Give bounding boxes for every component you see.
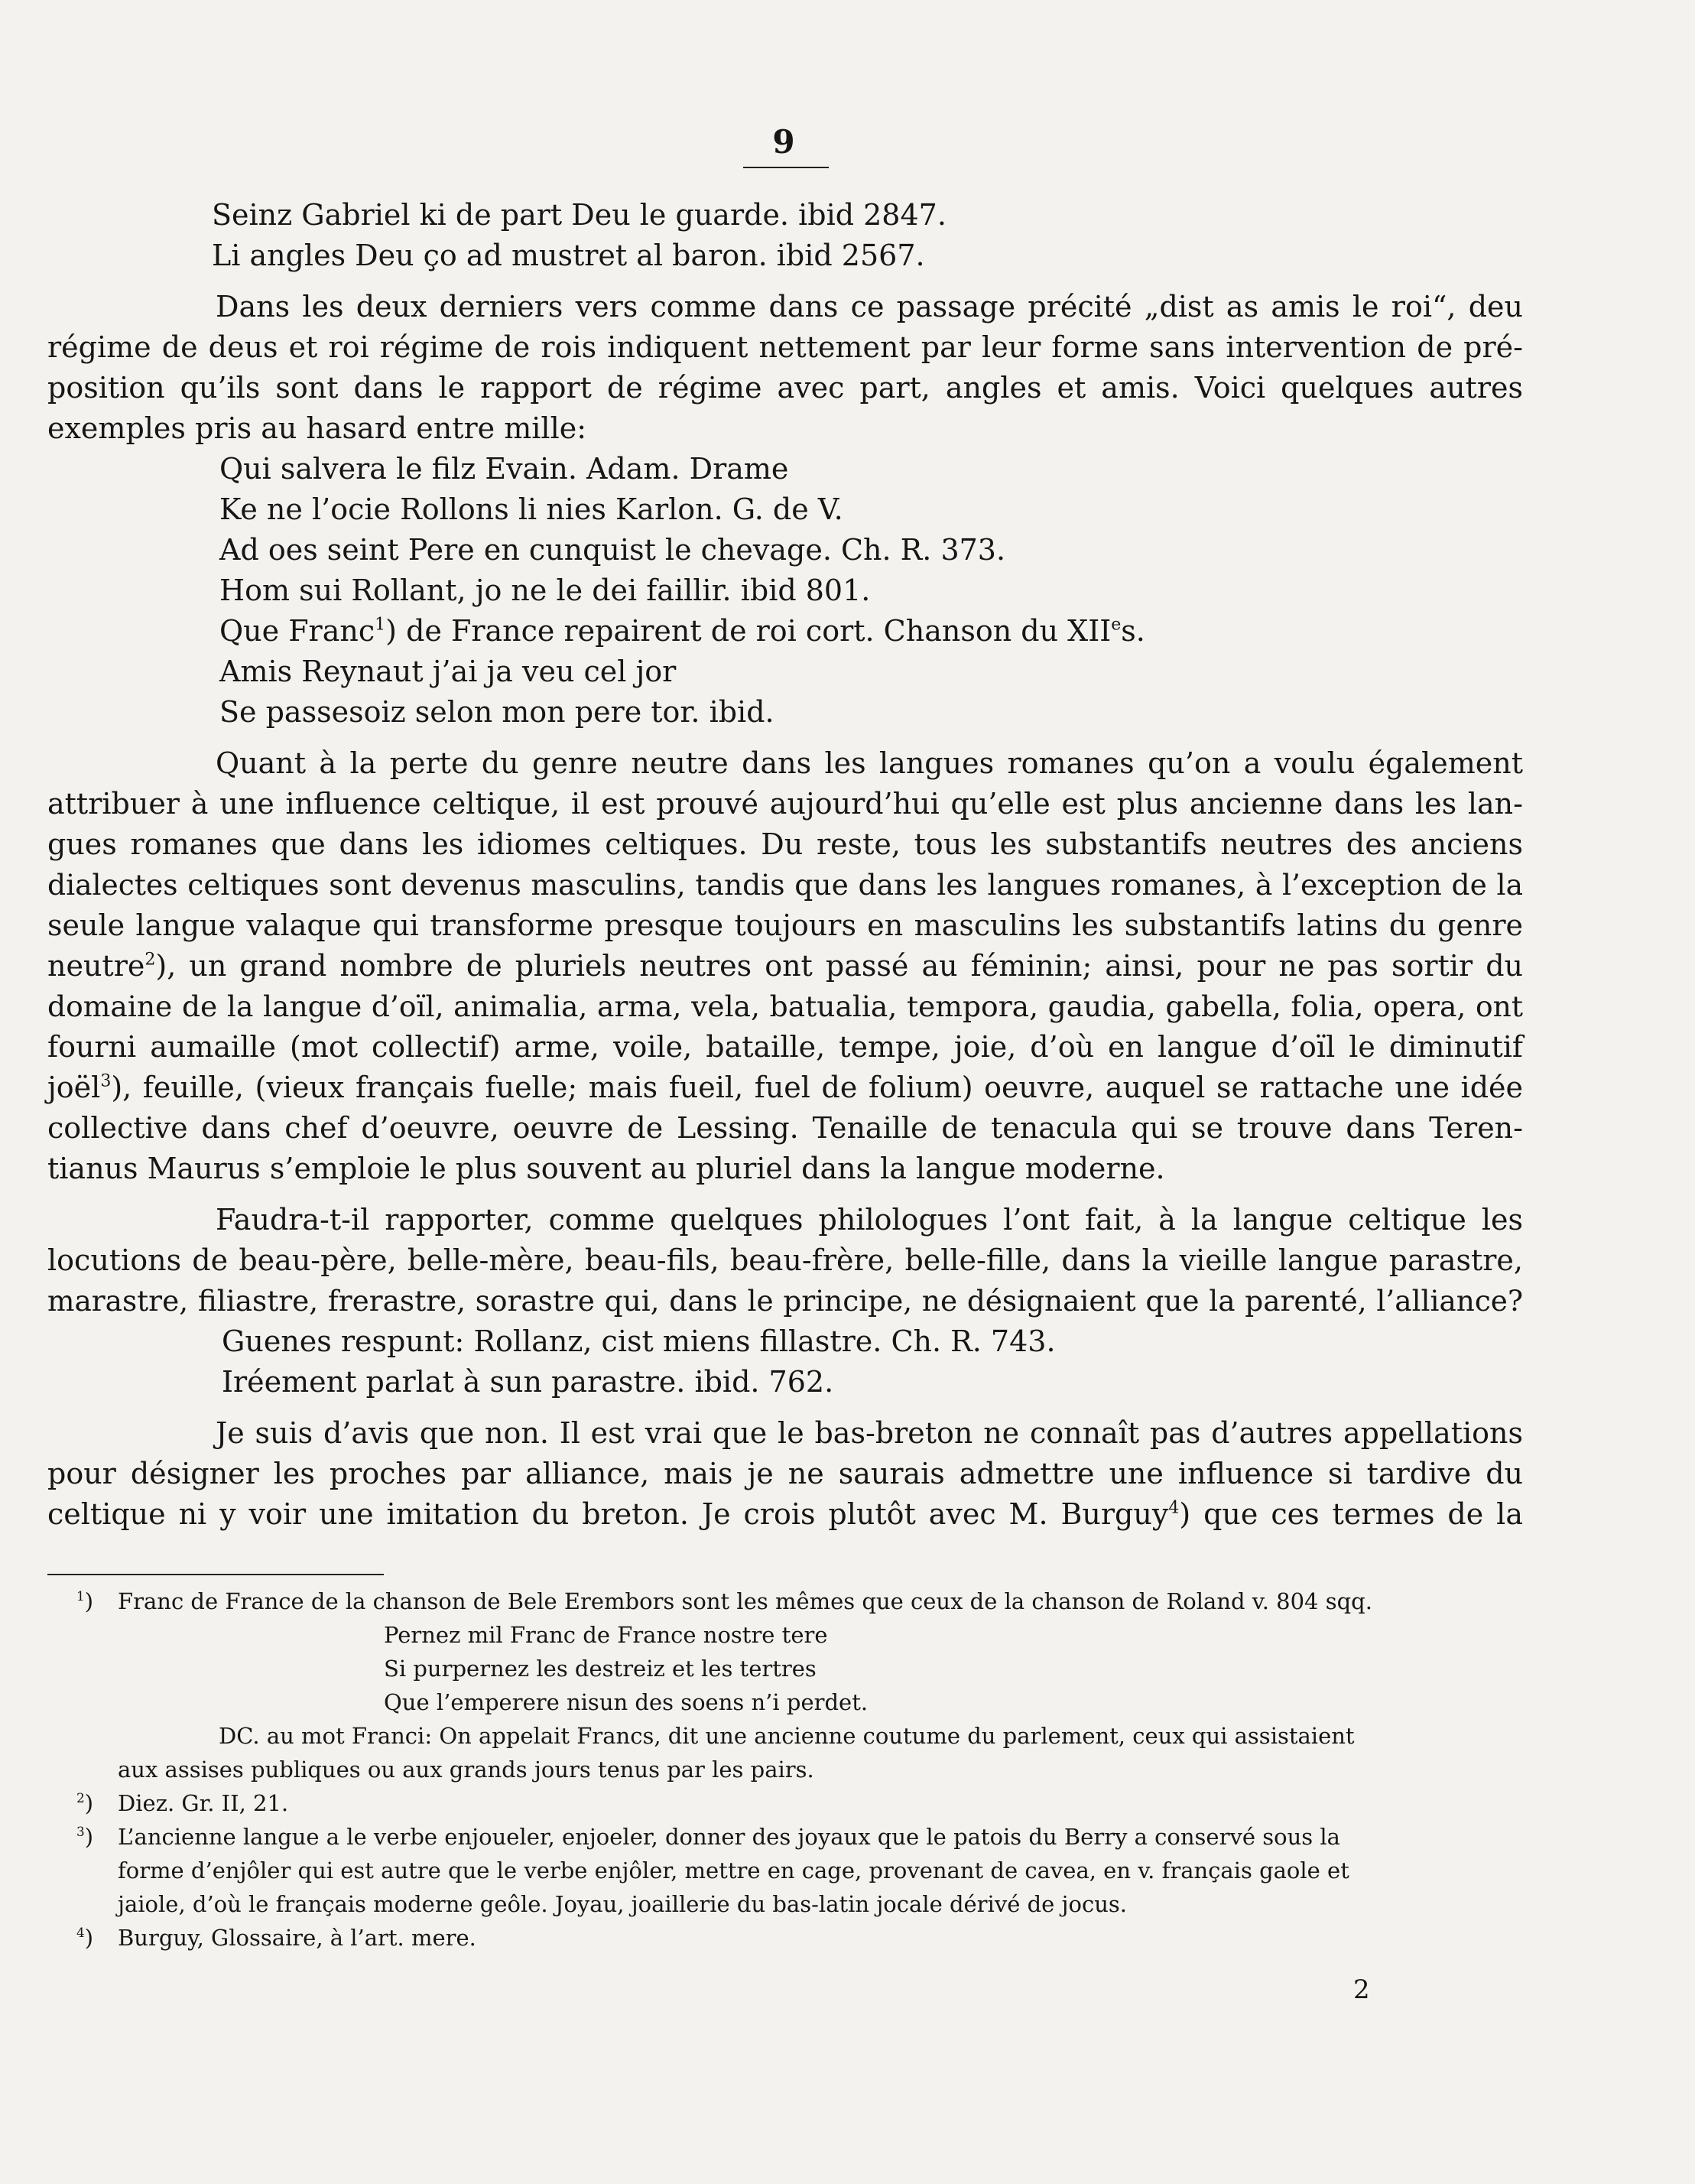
paragraph-line: régime de deus et roi régime de rois indiquent nettement par leur forme sans intervention de pré- <box>47 330 1523 364</box>
footnote-verse: Pernez mil Franc de France nostre tere <box>384 1622 828 1648</box>
verse-line: Ke ne l’ocie Rollons li nies Karlon. G. de V. <box>219 492 843 526</box>
footnote-3: $^3$) L’ancienne langue a le verbe enjoueler, enjoeler, donner des joyaux que le patois du Berry a conservé sous la <box>47 1820 1523 1854</box>
footnote-marker: $^1$) <box>76 1588 94 1614</box>
main-text <box>47 195 1523 1535</box>
verse-line: Iréement parlat à sun parastre. ibid. 762. <box>222 1365 834 1399</box>
paragraph-line: neutre$^2$), un grand nombre de pluriels neutres ont passé au féminin; ainsi, pour ne pas sortir du <box>47 949 1523 983</box>
paragraph-line: exemples pris au hasard entre mille: <box>47 411 587 445</box>
verse-line: Que Franc$^1$) de France repairent de roi cort. Chanson du XIIes. <box>219 614 1145 648</box>
paragraph-line: Je suis d’avis que non. Il est vrai que le bas-breton ne connaît pas d’autres appellations <box>216 1416 1523 1450</box>
verse-line: Se passesoiz selon mon pere tor. ibid. <box>219 695 774 729</box>
verse-line: Hom sui Rollant, jo ne le dei faillir. ibid 801. <box>219 574 871 607</box>
paragraph-line: fourni aumaille (mot collectif) arme, voile, bataille, tempe, joie, d’où en langue d’oïl le diminutif <box>47 1030 1523 1064</box>
footnote-1: $^1$) Franc de France de la chanson de Bele Erembors sont les mêmes que ceux de la chanson de Roland v. 804 sqq. <box>47 1584 1523 1618</box>
footnote-marker: $^3$) <box>76 1824 94 1850</box>
sheet-signature-mark: 2 <box>1353 1974 1370 2005</box>
paragraph-line: Quant à la perte du genre neutre dans les langues romanes qu’on a voulu également <box>216 746 1523 780</box>
verse-line: Qui salvera le filz Evain. Adam. Drame <box>219 452 789 486</box>
footnote-4: $^4$) Burguy, Glossaire, à l’art. mere. <box>47 1921 1523 1955</box>
paragraph-line: seule langue valaque qui transforme presque toujours en masculins les substantifs latins du genre <box>47 908 1523 942</box>
footnote-line: aux assises publiques ou aux grands jours tenus par les pairs. <box>118 1757 814 1783</box>
footnote-verse: Si purpernez les destreiz et les tertres <box>384 1656 817 1682</box>
footnote-line: DC. au mot Franci: On appelait Francs, dit une ancienne coutume du parlement, ceux qui assistaient <box>219 1723 1355 1749</box>
paragraph-line: domaine de la langue d’oïl, animalia, arma, vela, batualia, tempora, gaudia, gabella, folia, opera, ont <box>47 990 1523 1023</box>
footnote-marker: $^2$) <box>76 1790 94 1816</box>
paragraph-line: attribuer à une influence celtique, il est prouvé aujourd’hui qu’elle est plus ancienne dans les lan- <box>47 787 1523 821</box>
footnote-2: $^2$) Diez. Gr. II, 21. <box>47 1786 1523 1820</box>
paragraph-line: collective dans chef d’oeuvre, oeuvre de Lessing. Tenaille de tenacula qui se trouve dans Teren- <box>47 1111 1523 1145</box>
verse-line: Ad oes seint Pere en cunquist le chevage. Ch. R. 373. <box>219 533 1006 567</box>
footnotes <box>47 1584 1523 1955</box>
verse-line: Guenes respunt: Rollanz, cist miens fillastre. Ch. R. 743. <box>222 1324 1056 1358</box>
footnote-verse: Que l’emperere nisun des soens n’i perdet. <box>384 1689 869 1715</box>
footnote-line: forme d’enjôler qui est autre que le verbe enjôler, mettre en cage, provenant de cavea, en v. français gaole et <box>118 1857 1349 1883</box>
page-number-rule <box>743 167 829 168</box>
page-number: 9 <box>772 123 795 161</box>
paragraph-line: joël$^3$), feuille, (vieux français fuelle; mais fueil, fuel de folium) oeuvre, auquel se rattache une idée <box>47 1071 1523 1104</box>
paragraph-line: Dans les deux derniers vers comme dans ce passage précité „dist as amis le roi“, deu <box>216 290 1523 323</box>
paragraph-line: dialectes celtiques sont devenus masculins, tandis que dans les langues romanes, à l’exception de la <box>47 868 1523 902</box>
verse-line: Seinz Gabriel ki de part Deu le guarde. ibid 2847. <box>212 198 947 232</box>
verse-line: Amis Reynaut j’ai ja veu cel jor <box>219 655 677 688</box>
footnote-rule <box>47 1574 384 1575</box>
paragraph-line: celtique ni y voir une imitation du breton. Je crois plutôt avec M. Burguy$^4$) que ces termes de la <box>47 1497 1523 1531</box>
footnote-line: jaiole, d’où le français moderne geôle. Joyau, joaillerie du bas-latin jocale dérivé de jocus. <box>118 1891 1127 1917</box>
paragraph-line: tianus Maurus s’emploie le plus souvent au pluriel dans la langue moderne. <box>47 1152 1165 1185</box>
paragraph-line: pour désigner les proches par alliance, mais je ne saurais admettre une influence si tardive du <box>47 1457 1523 1490</box>
paragraph-line: position qu’ils sont dans le rapport de régime avec part, angles et amis. Voici quelques autres <box>47 371 1523 405</box>
verse-line: Li angles Deu ço ad mustret al baron. ibid 2567. <box>212 239 925 272</box>
paragraph-line: locutions de beau-père, belle-mère, beau-fils, beau-frère, belle-fille, dans la vieille langue parastre, <box>47 1243 1523 1277</box>
paragraph-line: Faudra-t-il rapporter, comme quelques philologues l’ont fait, à la langue celtique les <box>216 1203 1523 1237</box>
paragraph-line: marastre, filiastre, frerastre, sorastre qui, dans le principe, ne désignaient que la parenté, l’alliance? <box>47 1284 1523 1318</box>
footnote-marker: $^4$) <box>76 1925 94 1951</box>
paragraph-line: gues romanes que dans les idiomes celtiques. Du reste, tous les substantifs neutres des anciens <box>47 827 1523 861</box>
